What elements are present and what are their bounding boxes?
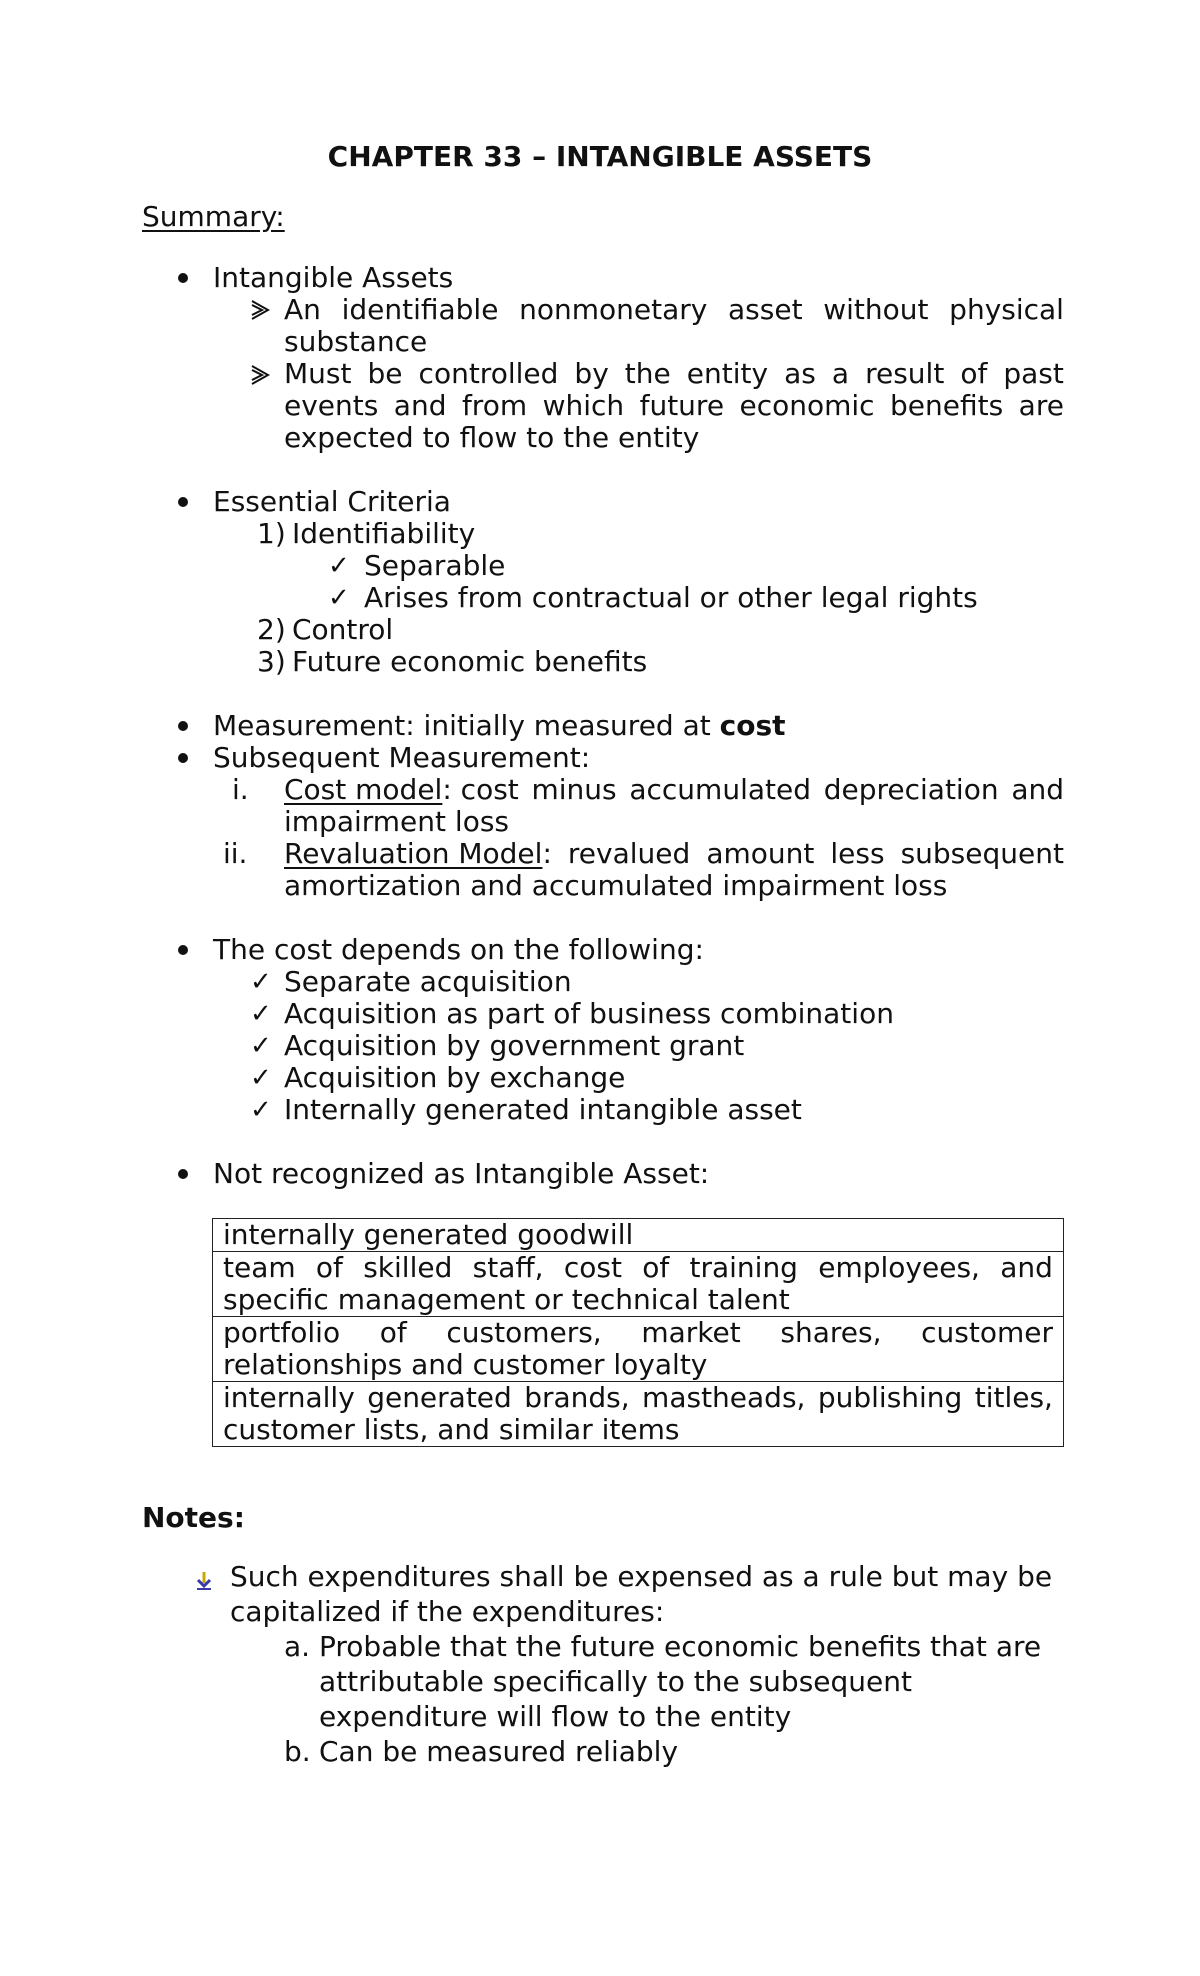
word: physical	[949, 293, 1064, 326]
word: events	[284, 389, 379, 422]
arrow-bullet-icon	[250, 361, 270, 393]
word: economic	[739, 389, 875, 422]
note-a-line-3: expenditure will flow to the entity	[319, 1700, 792, 1733]
cell-text	[223, 1382, 1053, 1414]
subsequent-measurement-label: Subsequent Measurement:	[213, 741, 591, 774]
word: skilled	[363, 1251, 453, 1284]
word: :	[542, 837, 552, 870]
roman-numeral-i: i.	[232, 773, 249, 806]
word: An	[284, 293, 321, 326]
checkmark-icon: ✓	[250, 1095, 272, 1125]
checkmark-icon: ✓	[250, 967, 272, 997]
word: entity	[686, 357, 769, 390]
word: and	[393, 389, 447, 422]
cost-item: Internally generated intangible asset	[284, 1093, 802, 1126]
criteria-separable: Separable	[364, 549, 506, 582]
definition-line-2-cont	[284, 390, 1064, 422]
cell-text: specific management or technical talent	[223, 1283, 790, 1316]
cost-item: Acquisition by government grant	[284, 1029, 745, 1062]
criteria-contractual: Arises from contractual or other legal rights	[364, 581, 978, 614]
measurement-text: Measurement: initially measured at	[213, 709, 720, 742]
summary-heading: Summary:	[142, 200, 285, 233]
criteria-number-2: 2)	[257, 613, 286, 646]
word: team	[223, 1251, 296, 1284]
word: titles,	[974, 1381, 1053, 1414]
table-row	[213, 1382, 1064, 1447]
cost-model-cont: impairment loss	[284, 805, 509, 838]
cell-text: relationships and customer loyalty	[223, 1348, 708, 1381]
cell-text	[223, 1252, 1053, 1284]
checkmark-icon: ✓	[328, 551, 350, 581]
word: depreciation	[823, 773, 999, 806]
word: the	[624, 357, 671, 390]
cell-text: internally generated goodwill	[223, 1218, 634, 1251]
word: shares,	[780, 1316, 882, 1349]
word: Must	[284, 357, 352, 390]
word: by	[574, 357, 609, 390]
definition-line-1-cont: substance	[284, 325, 428, 358]
word: and	[1000, 1251, 1053, 1284]
checkmark-icon: ✓	[250, 999, 272, 1029]
word: subsequent	[900, 837, 1064, 870]
word: of	[960, 357, 988, 390]
bullet-icon	[178, 945, 188, 955]
word: future	[639, 389, 725, 422]
note-a-line-2: attributable specifically to the subsequent	[319, 1665, 912, 1698]
criteria-identifiability: Identifiability	[292, 517, 476, 550]
checkmark-icon: ✓	[250, 1063, 272, 1093]
note-line-2: capitalized if the expenditures:	[230, 1595, 665, 1628]
criteria-number-1: 1)	[257, 517, 286, 550]
revaluation-model-cont: amortization and accumulated impairment loss	[284, 869, 948, 902]
word: from	[461, 389, 528, 422]
word: as	[784, 357, 816, 390]
checkmark-icon: ✓	[328, 583, 350, 613]
word: customers,	[446, 1316, 602, 1349]
word: be	[367, 357, 403, 390]
arrow-bullet-icon	[250, 296, 270, 328]
criteria-number-3: 3)	[257, 645, 286, 678]
word: without	[823, 293, 929, 326]
bullet-icon	[178, 721, 188, 731]
revaluation-model-line	[284, 838, 1064, 870]
word: past	[1003, 357, 1064, 390]
definition-line-2-end: expected to flow to the entity	[284, 421, 700, 454]
table-row	[213, 1219, 1064, 1252]
cost-item: Acquisition by exchange	[284, 1061, 626, 1094]
note-a-line-1: Probable that the future economic benefits that are	[319, 1630, 1042, 1663]
bullet-icon	[178, 1169, 188, 1179]
word: benefits	[890, 389, 1004, 422]
word: portfolio	[223, 1316, 341, 1349]
criteria-control: Control	[292, 613, 394, 646]
word: of	[315, 1251, 343, 1284]
revaluation-model-label: Revaluation Model	[284, 837, 543, 870]
cost-model-label: Cost model	[284, 773, 443, 806]
table-row	[213, 1252, 1064, 1317]
word: publishing	[817, 1381, 963, 1414]
word: and	[1011, 773, 1064, 806]
criteria-future-benefits: Future economic benefits	[292, 645, 648, 678]
word: amount	[706, 837, 815, 870]
measurement-cost: cost	[719, 709, 786, 742]
table-row	[213, 1317, 1064, 1382]
word: accumulated	[629, 773, 811, 806]
word: minus	[531, 773, 617, 806]
word: : cost	[442, 773, 519, 806]
table-cell	[213, 1252, 1064, 1317]
definition-line-2	[284, 358, 1064, 390]
note-line-1: Such expenditures shall be expensed as a rule but may be	[230, 1560, 1053, 1593]
note-marker-b: b.	[284, 1735, 311, 1768]
word: revalued	[567, 837, 691, 870]
word: employees,	[818, 1251, 980, 1284]
cost-item: Acquisition as part of business combination	[284, 997, 894, 1030]
not-recognized-table	[212, 1218, 1064, 1447]
cost-item: Separate acquisition	[284, 965, 572, 998]
word: mastheads,	[642, 1381, 806, 1414]
table-cell	[213, 1382, 1064, 1447]
bullet-icon	[178, 273, 188, 283]
word: nonmonetary	[519, 293, 708, 326]
word: brands,	[524, 1381, 630, 1414]
word: customer	[921, 1316, 1053, 1349]
measurement-line	[213, 710, 786, 742]
word: of	[379, 1316, 407, 1349]
note-marker-a: a.	[284, 1630, 311, 1663]
word: identifiable	[341, 293, 499, 326]
word	[284, 838, 552, 870]
word: are	[1018, 389, 1064, 422]
roman-numeral-ii: ii.	[223, 837, 248, 870]
cell-text: customer lists, and similar items	[223, 1413, 680, 1446]
word: a	[831, 357, 850, 390]
word: generated	[367, 1381, 512, 1414]
note-b-line-1: Can be measured reliably	[319, 1735, 679, 1768]
checkmark-icon: ✓	[250, 1031, 272, 1061]
word: internally	[223, 1381, 355, 1414]
word: which	[542, 389, 625, 422]
chapter-title: CHAPTER 33 – INTANGIBLE ASSETS	[327, 140, 873, 173]
notes-heading: Notes:	[142, 1501, 245, 1534]
word: of	[642, 1251, 670, 1284]
word: result	[865, 357, 945, 390]
not-recognized-label: Not recognized as Intangible Asset:	[213, 1157, 710, 1190]
word	[284, 774, 519, 806]
word: less	[830, 837, 885, 870]
word: training	[689, 1251, 798, 1284]
cost-model-line	[284, 774, 1064, 806]
essential-criteria-label: Essential Criteria	[213, 485, 451, 518]
definition-line-1	[284, 294, 1064, 326]
word: market	[641, 1316, 741, 1349]
down-arrow-icon	[196, 1566, 212, 1598]
word: asset	[728, 293, 803, 326]
word: cost	[563, 1251, 622, 1284]
bullet-icon	[178, 497, 188, 507]
intangible-assets-label: Intangible Assets	[213, 261, 454, 294]
cell-text	[223, 1317, 1053, 1349]
word: controlled	[418, 357, 559, 390]
bullet-icon	[178, 753, 188, 763]
cost-depends-label: The cost depends on the following:	[213, 933, 704, 966]
table-cell	[213, 1219, 1064, 1252]
table-cell	[213, 1317, 1064, 1382]
word: staff,	[472, 1251, 544, 1284]
